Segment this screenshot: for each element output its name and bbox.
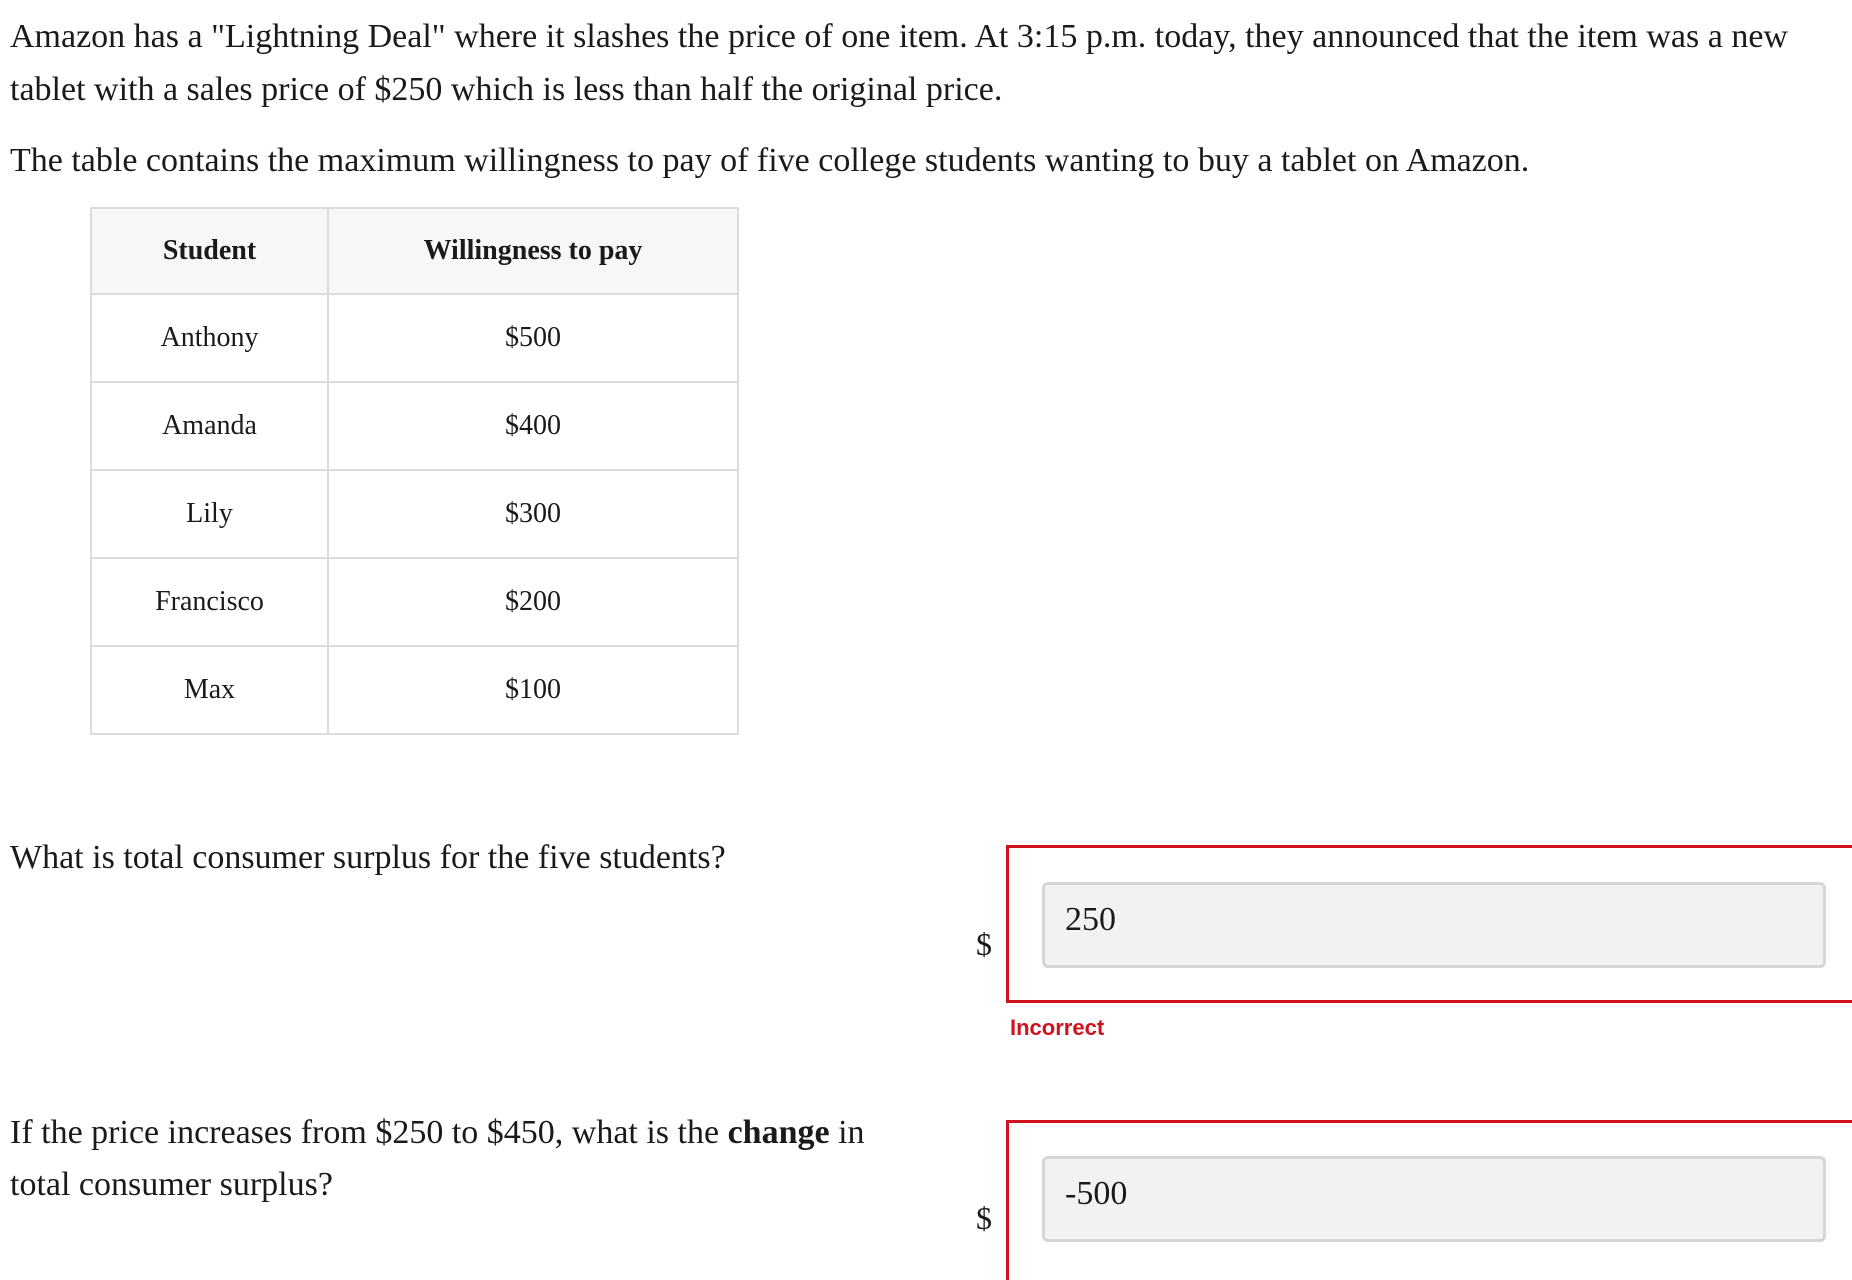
- question-2-text: [10, 1107, 890, 1211]
- question-2-currency-symbol: $: [976, 1200, 992, 1236]
- question-2-text-after: in total consumer surplus?: [10, 1114, 865, 1203]
- willingness-value: $300: [328, 470, 738, 558]
- student-name: Anthony: [91, 294, 328, 382]
- question-1-text: What is total consumer surplus for the five students?: [10, 839, 726, 876]
- table-row: [91, 294, 738, 382]
- table-row: [91, 382, 738, 470]
- willingness-to-pay-table: [90, 207, 739, 735]
- problem-intro: Amazon has a "Lightning Deal" where it slashes the price of one item. At 3:15 p.m. today, they announced that the item was a new tablet with a sales price of $250 which is less than half the original price.: [10, 18, 1788, 108]
- willingness-value: $200: [328, 558, 738, 646]
- willingness-value: $500: [328, 294, 738, 382]
- table-row: [91, 470, 738, 558]
- question-2-text-bold: change: [727, 1114, 830, 1151]
- student-name: Amanda: [91, 382, 328, 470]
- question-1-currency-symbol: $: [976, 926, 992, 962]
- table-row: [91, 558, 738, 646]
- problem-table-description: The table contains the maximum willingness to pay of five college students wanting to buy a tablet on Amazon.: [10, 142, 1530, 179]
- willingness-value: $100: [328, 646, 738, 734]
- question-1-answer-input[interactable]: 250: [1042, 882, 1826, 968]
- student-name: Francisco: [91, 558, 328, 646]
- table-row: [91, 646, 738, 734]
- column-header-willingness: Willingness to pay: [328, 208, 738, 294]
- column-header-student: Student: [91, 208, 328, 294]
- student-name: Max: [91, 646, 328, 734]
- question-2-text-before: If the price increases from $250 to $450, what is the: [10, 1114, 728, 1151]
- willingness-value: $400: [328, 382, 738, 470]
- table-header-row: [91, 208, 738, 294]
- question-1-feedback: Incorrect: [1010, 1015, 1105, 1040]
- question-2-answer-input[interactable]: -500: [1042, 1156, 1826, 1242]
- student-name: Lily: [91, 470, 328, 558]
